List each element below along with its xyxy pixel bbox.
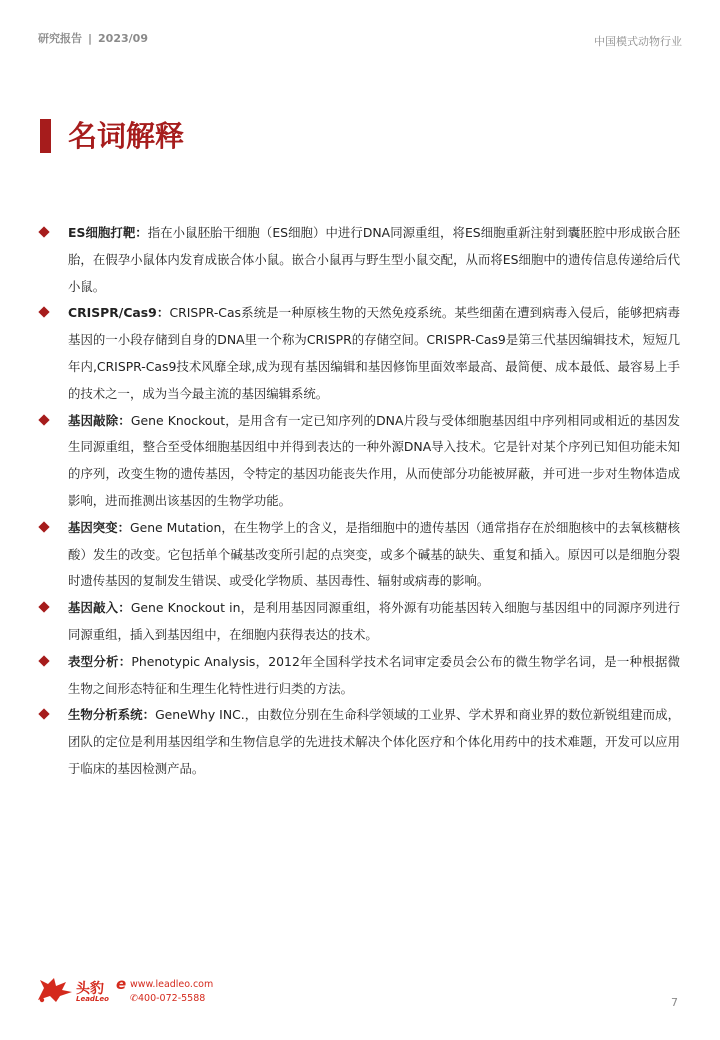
report-date: 2023/09 (98, 32, 148, 45)
term-definition: 指在小鼠胚胎干细胞（ES细胞）中进行DNA同源重组，将ES细胞重新注射到囊胚腔中形成嵌合胚胎，在假孕小鼠体内发育成嵌合体小鼠。嵌合小鼠再与野生型小鼠交配，从而将ES细胞中的遗传信息传递给后代小鼠。 (68, 225, 680, 294)
glossary-item (38, 515, 680, 595)
diamond-bullet-icon (38, 521, 49, 532)
leadleo-logo (36, 974, 109, 1004)
section-title: 名词解释 (68, 119, 185, 153)
glossary-item (38, 300, 680, 407)
diamond-bullet-icon (38, 709, 49, 720)
term-definition: Gene Knockout in，是利用基因同源重组，将外源有功能基因转入细胞与基因组中的同源序列进行同源重组，插入到基因组中，在细胞内获得表达的技术。 (68, 600, 681, 642)
page-number: 7 (671, 996, 678, 1009)
glossary-item (38, 220, 680, 300)
glossary-item (38, 595, 680, 649)
term-definition: CRISPR-Cas系统是一种原核生物的天然免疫系统。某些细菌在遭到病毒入侵后，能够把病毒基因的一小段存储到自身的DNA里一个称为CRISPR的存储空间。CRISPR-Cas9是第三代基因编辑技术，短短几年内,CRISPR-Cas9技术风靡全球,成为现有基因编辑和基因修饰里面效率最高、最简便、成本最低、最容易上手的技术之一，成为当今最主流的基因编辑系统。 (68, 305, 680, 401)
fox-logo-icon (36, 974, 74, 1004)
logo-english-text: LeadLeo (76, 995, 109, 1003)
phone-icon: ✆ (130, 993, 138, 1004)
report-type: 研究报告 (38, 32, 82, 45)
glossary-item (38, 649, 680, 703)
phone-number: 400-072-5588 (138, 993, 206, 1004)
term-name: 表型分析： (68, 653, 132, 669)
website-link[interactable]: www.leadleo.com (130, 979, 214, 990)
term-definition: Gene Knockout，是用含有一定已知序列的DNA片段与受体细胞基因组中序列相同或相近的基因发生同源重组，整合至受体细胞基因组中并得到表达的一种外源DNA导入技术。它是针对某个序列已知但功能未知的序列，改变生物的遗传基因，令特定的基因功能丧失作用，从而使部分功能被屏蔽，并可进一步对生物体造成影响，进而推测出该基因的生物学功能。 (68, 412, 681, 508)
term-name: 基因突变： (68, 519, 130, 535)
diamond-bullet-icon (38, 307, 49, 318)
term-name: CRISPR/Cas9： (68, 305, 170, 321)
footer-contact (130, 978, 213, 1006)
diamond-bullet-icon (38, 601, 49, 612)
industry-label: 中国模式动物行业 (594, 35, 682, 48)
diamond-bullet-icon (38, 414, 49, 425)
term-definition: Phenotypic Analysis，2012年全国科学技术名词审定委员会公布的微生物学名词，是一种根据微生物之间形态特征和生理生化特性进行归类的方法。 (68, 653, 681, 696)
term-name: ES细胞打靶： (68, 225, 148, 240)
term-name: 基因敲除： (68, 412, 131, 428)
title-accent-bar (40, 119, 51, 153)
term-name: 生物分析系统： (68, 707, 156, 723)
term-name: 基因敲入： (68, 600, 131, 616)
term-definition: Gene Mutation，在生物学上的含义，是指细胞中的遗传基因（通常指存在於细胞核中的去氧核糖核酸）发生的改变。它包括单个碱基改变所引起的点突变，或多个碱基的缺失、重复和插入。原因可以是细胞分裂时遗传基因的复制发生错误、或受化学物质、基因毒性、辐射或病毒的影响。 (68, 519, 680, 589)
phone-row (130, 992, 213, 1006)
term-definition: GeneWhy INC.，由数位分别在生命科学领域的工业界、学术界和商业界的数位新锐组建而成，团队的定位是利用基因组学和生物信息学的先进技术解决个体化医疗和个体化用药中的技术难题，开发可以应用于临床的基因检测产品。 (68, 707, 680, 776)
report-header (38, 30, 148, 46)
glossary-item (38, 408, 680, 515)
diamond-bullet-icon (38, 655, 49, 666)
diamond-bullet-icon (38, 226, 49, 237)
logo-chinese-text: 头豹 (76, 981, 104, 997)
header-separator: | (88, 32, 93, 45)
glossary-item (38, 702, 680, 782)
e-logo-icon: e (116, 975, 127, 993)
glossary-list (38, 220, 680, 783)
